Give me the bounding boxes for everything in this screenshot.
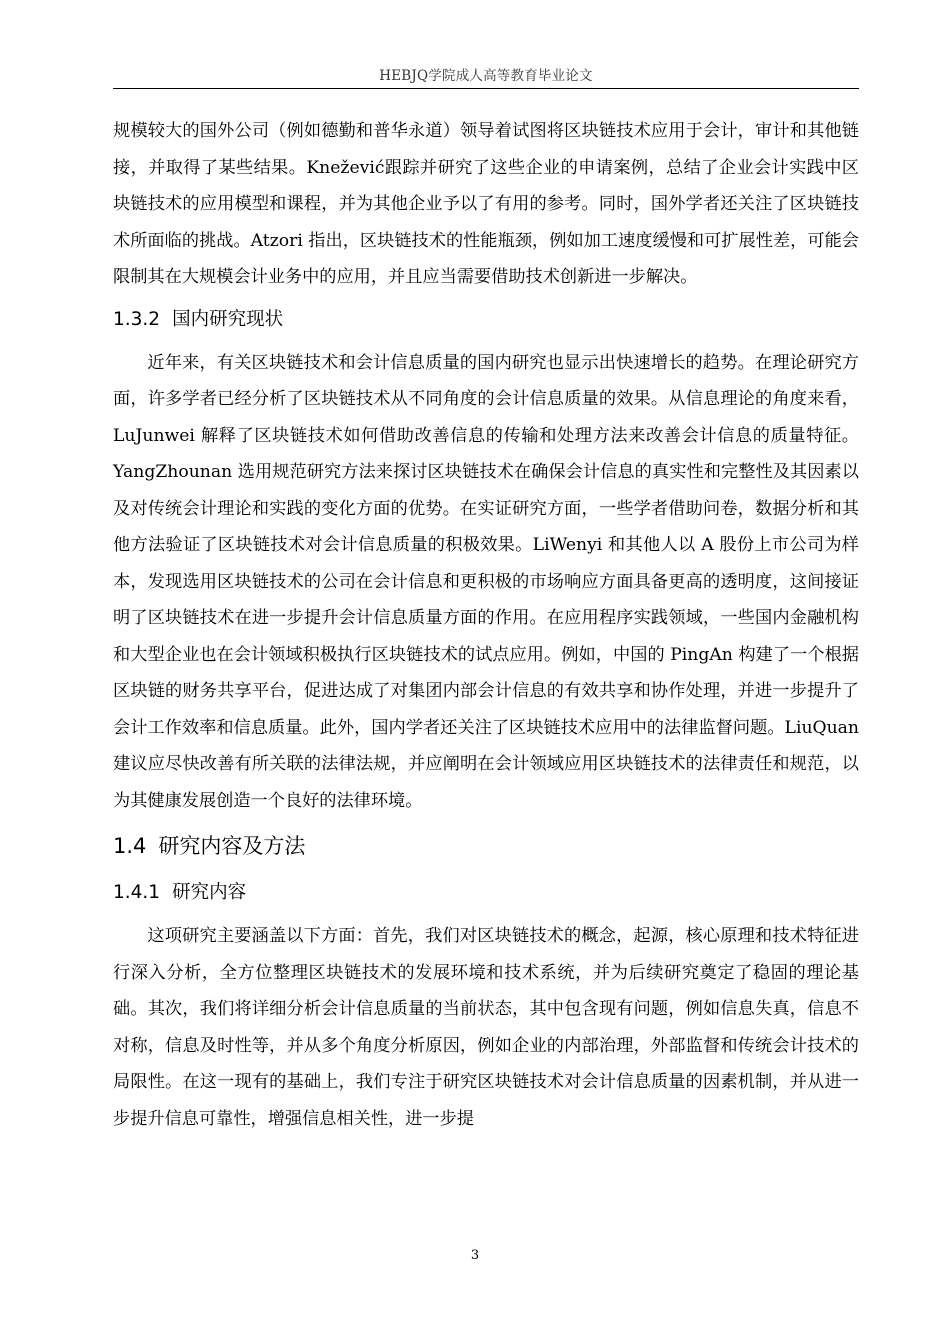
section-heading-1-3-2 (113, 300, 859, 340)
page-content (113, 113, 859, 1137)
page-number: 3 (470, 1248, 480, 1263)
section-heading-1-4 (113, 823, 859, 869)
section-number: 1.4.1 (113, 882, 161, 903)
section-title: 国内研究现状 (172, 308, 284, 330)
section-title: 研究内容及方法 (158, 834, 306, 858)
header-rule (113, 88, 859, 89)
section-title: 研究内容 (172, 882, 247, 903)
paragraph-foreign-research-continued: 规模较大的国外公司（例如德勤和普华永道）领导着试图将区块链技术应用于会计，审计和其他链接，并取得了某些结果。Knežević跟踪并研究了这些企业的申请案例，总结了企业会计实践中区块链技术的应用模型和课程，并为其他企业予以了有用的参考。同时，国外学者还关注了区块链技术所面临的挑战。Atzori 指出，区块链技术的性能瓶颈，例如加工速度缓慢和可扩展性差，可能会限制其在大规模会计业务中的应用，并且应当需要借助技术创新进一步解决。 (113, 121, 859, 287)
paragraph-domestic-research: 近年来，有关区块链技术和会计信息质量的国内研究也显示出快速增长的趋势。在理论研究方面，许多学者已经分析了区块链技术从不同角度的会计信息质量的效果。从信息理论的角度来看，LuJunwei 解释了区块链技术如何借助改善信息的传输和处理方法来改善会计信息的质量特征。YangZhounan 选用规范研究方法来探讨区块链技术在确保会计信息的真实性和完整性及其因素以及对传统会计理论和实践的变化方面的优势。在实证研究方面，一些学者借助问卷，数据分析和其他方法验证了区块链技术对会计信息质量的积极效果。LiWenyi 和其他人以 A 股份上市公司为样本，发现选用区块链技术的公司在会计信息和更积极的市场响应方面具备更高的透明度，这间接证明了区块链技术在进一步提升会计信息质量方面的作用。在应用程序实践领域，一些国内金融机构和大型企业也在会计领域积极执行区块链技术的试点应用。例如，中国的 PingAn 构建了一个根据区块链的财务共享平台，促进达成了对集团内部会计信息的有效共享和协作处理，并进一步提升了会计工作效率和信息质量。此外，国内学者还关注了区块链技术应用中的法律监督问题。LiuQuan 建议应尽快改善有所关联的法律法规，并应阐明在会计领域应用区块链技术的法律责任和规范，以为其健康发展创造一个良好的法律环境。 (113, 352, 859, 811)
section-number: 1.3.2 (113, 308, 161, 330)
section-number: 1.4 (113, 834, 147, 858)
paragraph-research-content: 这项研究主要涵盖以下方面：首先，我们对区块链技术的概念，起源，核心原理和技术特征进行深入分析，全方位整理区块链技术的发展环境和技术系统，并为后续研究奠定了稳固的理论基础。其次，我们将详细分析会计信息质量的当前状态，其中包含现有问题，例如信息失真，信息不对称，信息及时性等，并从多个角度分析原因，例如企业的内部治理，外部监督和传统会计技术的局限性。在这一现有的基础上，我们专注于研究区块链技术对会计信息质量的因素机制，并从进一步提升信息可靠性，增强信息相关性，进一步提 (113, 926, 859, 1129)
section-heading-1-4-1 (113, 873, 859, 913)
running-header: HEBJQ学院成人高等教育毕业论文 (379, 68, 593, 84)
